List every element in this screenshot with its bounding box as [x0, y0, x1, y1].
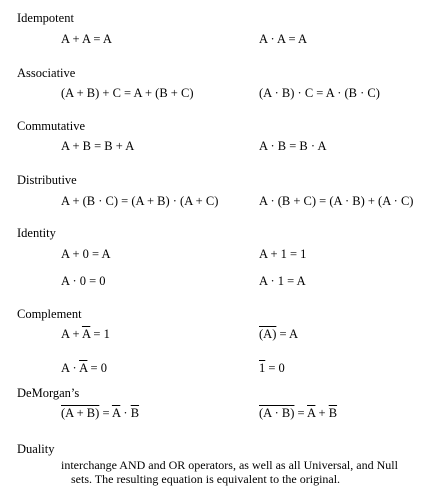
duality-line-1: interchange AND and OR operators, as well as all Universal, and Null [61, 458, 398, 472]
distributive-and-equation: A · (B + C) = (A · B) + (A · C) [259, 194, 414, 208]
heading-complement: Complement [17, 307, 82, 321]
identity-and-one-equation: A · 1 = A [259, 274, 306, 288]
associative-and-equation: (A · B) · C = A · (B · C) [259, 86, 380, 100]
heading-distributive: Distributive [17, 173, 77, 187]
identity-or-one-equation: A + 1 = 1 [259, 247, 307, 261]
complement-and-equation: $A \cdot \overline{A} = 0$ [61, 361, 107, 375]
heading-associative: Associative [17, 66, 76, 80]
commutative-or-equation: A + B = B + A [61, 139, 135, 153]
complement-of-one-equation: 1 = 0 [259, 361, 285, 375]
heading-idempotent: Idempotent [17, 11, 74, 25]
identity-and-zero-equation: A · 0 = 0 [61, 274, 106, 288]
double-negation-equation: (A) = A [259, 327, 298, 341]
commutative-and-equation: A · B = B · A [259, 139, 327, 153]
heading-commutative: Commutative [17, 119, 86, 133]
distributive-or-equation: A + (B · C) = (A + B) · (A + C) [61, 194, 219, 208]
complement-or-equation: $A + \overline{A} = 1$ [61, 327, 110, 341]
demorgan-and-equation: $(A \cdot B) = \overline{A} + \overline{B}$ [259, 406, 338, 420]
idempotent-or-equation: A + A = A [61, 32, 112, 46]
idempotent-and-equation: A · A = A [259, 32, 308, 46]
heading-demorgan: DeMorgan’s [17, 386, 80, 400]
associative-or-equation: (A + B) + C = A + (B + C) [61, 86, 194, 100]
duality-line-2: sets. The resulting equation is equivalent to the original. [71, 471, 341, 486]
heading-duality: Duality [17, 442, 55, 456]
identity-or-zero-equation: A + 0 = A [61, 247, 111, 261]
heading-identity: Identity [17, 226, 56, 240]
duality-description [61, 459, 423, 486]
demorgan-or-equation: $(A + B) = \overline{A} \cdot \overline{B}$ [61, 406, 140, 420]
